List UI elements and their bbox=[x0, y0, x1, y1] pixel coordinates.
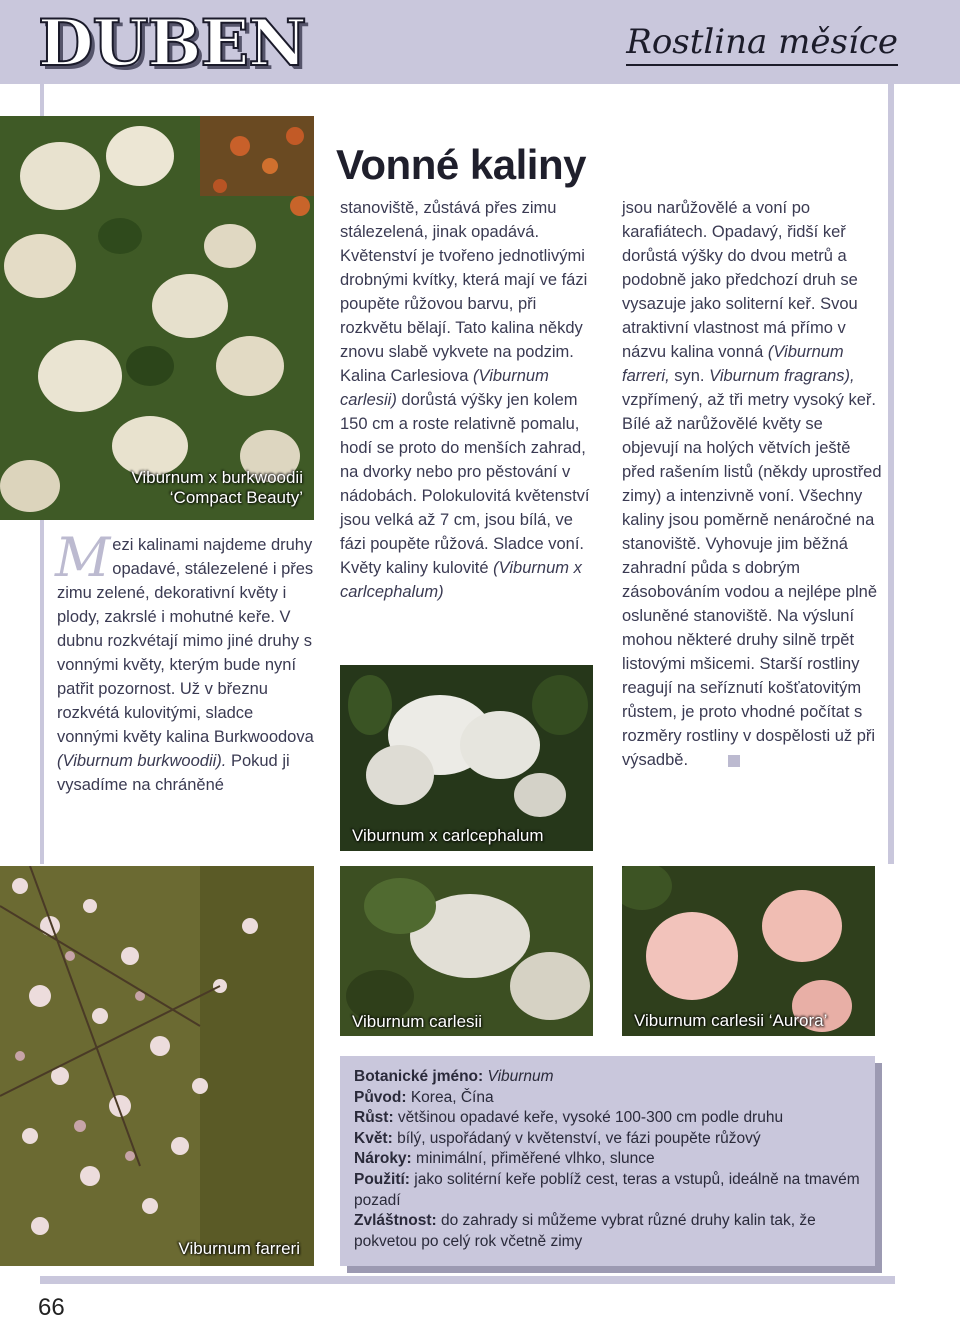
caption-carlesii: Viburnum carlesii bbox=[352, 1012, 483, 1031]
col1-tail: Pokud ji vysadíme na chráněné bbox=[57, 752, 290, 794]
info-value: do zahrady si můžeme vybrat různé druhy kalin tak, že pokvetou po celý rok včetně zimy bbox=[354, 1212, 816, 1250]
info-row bbox=[354, 1108, 861, 1129]
month-title: DUBEN bbox=[38, 6, 306, 81]
caption-carlesii-aurora: Viburnum carlesii ‘Aurora’ bbox=[634, 1011, 828, 1030]
info-value: Viburnum bbox=[487, 1068, 554, 1085]
col3-text-a: jsou narůžovělé a voní po karafiátech. Opadavý, řidší keř dorůstá výšky do dvou metrů a podobně jako předchozí druh se vysazuje jako soliterní keř. Svou atraktivní vlastnost má přímo v názvu kalina vonná bbox=[622, 199, 858, 361]
info-value: jako solitérní keře poblíž cest, teras a vstupů, ideálně na tmavém pozadí bbox=[354, 1170, 860, 1209]
info-label: Růst: bbox=[354, 1109, 394, 1127]
col2-text-a: stanoviště, zůstává přes zimu stálezelená, jinak opadává. Květenství je tvořeno jednotlivými drobnými kvítky, která mají ve fázi poupěte růžovou barvu, při rozkvětu bělají. Tato kalina někdy znovu slabě vykvete na podzim. Kalina Carlesiova bbox=[340, 199, 588, 385]
info-value: většinou opadavé keře, vysoké 100-300 cm podle druhu bbox=[397, 1109, 784, 1127]
info-label: Botanické jméno: bbox=[354, 1068, 484, 1085]
plant-info-box bbox=[340, 1056, 875, 1266]
text-column-1 bbox=[55, 526, 319, 797]
info-row bbox=[354, 1088, 861, 1109]
col1-latin: (Viburnum burkwoodii). bbox=[57, 752, 227, 770]
frame-right bbox=[888, 84, 894, 864]
caption-carlcephalum: Viburnum x carlcephalum bbox=[352, 826, 544, 845]
photo-carlcephalum bbox=[340, 665, 593, 851]
col3-text-c: vzpřímený, až tři metry vysoký keř. Bílé až narůžovělé květy se objevují na holých větvích ještě před rašením listů (někdy uprostřed zimy) a intenzivně voní. Všechny kaliny jsou poměrně nenáročné na stanoviště. Vyhovuje jim běžná zahradní půda s dobrým zásobováním vodou a nejlépe plně osluněné stanoviště. Na výsluní mohou některé druhy silně trpět listovými mšicemi. Starší rostliny reagují na seříznutí košťatovitým růstem, je proto vhodné počítat s rozměry rostliny v dospělosti už při výsadbě. bbox=[622, 391, 882, 769]
info-row bbox=[354, 1067, 861, 1088]
plant-info-rows bbox=[354, 1067, 861, 1252]
caption-farreri: Viburnum farreri bbox=[178, 1239, 300, 1258]
photo-burkwoodii bbox=[0, 116, 314, 520]
text-column-2 bbox=[340, 196, 602, 604]
info-row bbox=[354, 1211, 861, 1252]
info-label: Nároky: bbox=[354, 1150, 412, 1168]
col3-latin-2: Viburnum fragrans), bbox=[709, 367, 855, 385]
info-label: Původ: bbox=[354, 1088, 407, 1106]
info-label: Květ: bbox=[354, 1129, 393, 1147]
info-value: Korea, Čína bbox=[410, 1088, 494, 1106]
photo-farreri bbox=[0, 866, 314, 1266]
caption-burkwoodii-line1: Viburnum x burkwoodii bbox=[131, 468, 303, 487]
article-title: Vonné kaliny bbox=[336, 141, 586, 188]
frame-bottom bbox=[40, 1276, 895, 1284]
drop-cap: M bbox=[55, 526, 111, 589]
caption-burkwoodii-line2: ‘Compact Beauty’ bbox=[169, 488, 303, 507]
end-mark bbox=[728, 755, 740, 767]
col2-latin-2: (Viburnum x carlcephalum) bbox=[340, 559, 582, 601]
info-row bbox=[354, 1129, 861, 1150]
info-label: Zvláštnost: bbox=[354, 1212, 437, 1230]
info-row bbox=[354, 1170, 861, 1211]
section-title: Rostlina měsíce bbox=[626, 22, 898, 66]
col1-text: ezi kalinami najdeme druhy opadavé, stálezelené i přes zimu zelené, dekorativní květy i plody, zakrslé i mohutné keře. V dubnu rozkvétají mimo jiné druhy s vonnými květy, kterým bude nyní patřit pozornost. Už v březnu rozkvétá kulovitými, sladce vonnými květy kalina Burkwoodova bbox=[57, 536, 314, 746]
info-value: minimální, přiměřené vlhko, slunce bbox=[416, 1150, 655, 1168]
page-number: 66 bbox=[38, 1294, 65, 1321]
info-row bbox=[354, 1149, 861, 1170]
caption-burkwoodii bbox=[60, 468, 303, 508]
col3-text-b: syn. bbox=[669, 367, 705, 385]
photo-carlesii bbox=[340, 866, 593, 1036]
col2-text-b: dorůstá výšky jen kolem 150 cm a roste relativně pomalu, hodí se proto do menších zahrad, na dvorky nebo pro pěstování v nádobách. Polokulovitá květenství jsou velká až 7 cm, jsou bílá, ve fázi poupěte růžová. Sladce voní. Květy kaliny kulovité bbox=[340, 391, 590, 577]
info-label: Použití: bbox=[354, 1170, 410, 1188]
col3-latin-1: (Viburnum farreri, bbox=[622, 343, 844, 385]
text-column-3 bbox=[622, 196, 884, 772]
col2-latin-1: (Viburnum carlesii) bbox=[340, 367, 549, 409]
info-value: bílý, uspořádaný v květenství, ve fázi poupěte růžový bbox=[397, 1129, 761, 1147]
